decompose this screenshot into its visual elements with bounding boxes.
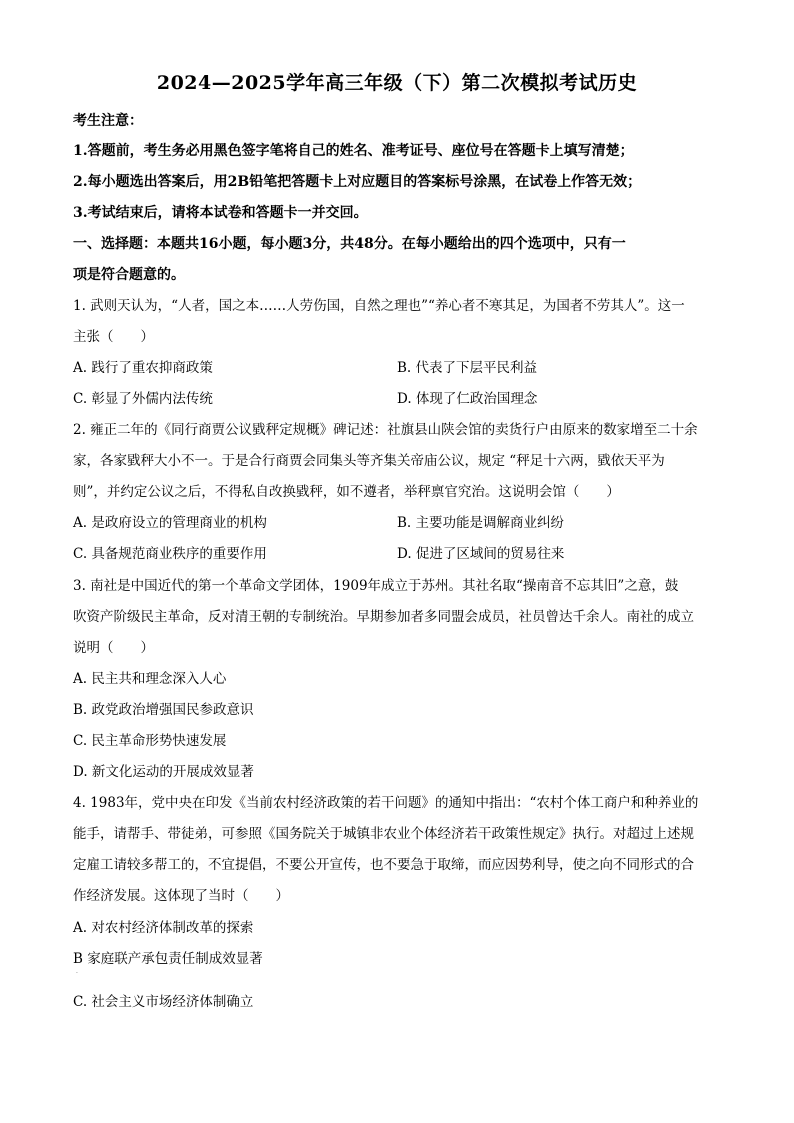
question-4-option-a[interactable]: A. 对农村经济体制改革的探索 [73, 920, 254, 936]
notice-item: 1.答题前，考生务必用黑色签字笔将自己的姓名、准考证号、座位号在答题卡上填写清楚； [73, 143, 634, 159]
question-2-option-d[interactable]: D. 促进了区域间的贸易往来 [397, 546, 565, 562]
page-title: 2024—2025学年高三年级（下）第二次模拟考试历史 [156, 72, 638, 94]
question-4-stem: 能手，请帮手、带徒弟，可参照《国务院关于城镇非农业个体经济若干政策性规定》执行。对超过上述规 [73, 826, 694, 842]
question-4-stem: 4. 1983年，党中央在印发《当前农村经济政策的若干问题》的通知中指出：“农村个体工商户和种养业的 [73, 795, 699, 811]
question-4-option-b[interactable]: B 家庭联产承包责任制成效显著 [73, 951, 263, 967]
stray-dot: · [76, 970, 78, 977]
question-1-option-d[interactable]: D. 体现了仁政治国理念 [397, 391, 538, 407]
notice-item: 3.考试结束后，请将本试卷和答题卡一并交回。 [73, 205, 368, 221]
notice-item: 2.每小题选出答案后，用2B铅笔把答题卡上对应题目的答案标号涂黑，在试卷上作答无效； [73, 174, 642, 190]
question-4-option-c[interactable]: C. 社会主义市场经济体制确立 [73, 994, 254, 1010]
question-2-option-c[interactable]: C. 具备规范商业秩序的重要作用 [73, 546, 267, 562]
question-3-option-d[interactable]: D. 新文化运动的开展成效显著 [73, 764, 254, 780]
question-2-option-b[interactable]: B. 主要功能是调解商业纠纷 [397, 515, 565, 531]
question-3-stem: 说明（ ） [73, 640, 154, 656]
question-3-stem: 吹资产阶级民主革命，反对清王朝的专制统治。早期参加者多同盟会成员，社员曾达千余人。南社的成立 [73, 609, 694, 625]
notice-heading: 考生注意： [73, 113, 143, 129]
question-2-stem: 家，各家戥秤大小不一。于是合行商贾会同集头等齐集关帝庙公议，规定 “秤足十六两，戥依天平为 [73, 453, 665, 469]
question-3-option-b[interactable]: B. 政党政治增强国民参政意识 [73, 702, 254, 718]
question-1-option-a[interactable]: A. 践行了重农抑商政策 [73, 360, 213, 376]
question-2-stem: 2. 雍正二年的《同行商贾公议戥秤定规概》碑记述：社旗县山陕会馆的卖货行户由原来的数家增至二十余 [73, 422, 698, 438]
question-3-option-a[interactable]: A. 民主共和理念深入人心 [73, 671, 227, 687]
section-heading-cont: 项是符合题意的。 [73, 267, 185, 283]
question-3-option-c[interactable]: C. 民主革命形势快速发展 [73, 733, 227, 749]
question-1-option-c[interactable]: C. 彰显了外儒内法传统 [73, 391, 213, 407]
question-1-option-b[interactable]: B. 代表了下层平民利益 [397, 360, 538, 376]
question-2-option-a[interactable]: A. 是政府设立的管理商业的机构 [73, 515, 267, 531]
question-3-stem: 3. 南社是中国近代的第一个革命文学团体，1909年成立于苏州。其社名取“操南音不忘其旧”之意，鼓 [73, 578, 679, 594]
question-4-stem: 作经济发展。这体现了当时（ ） [73, 888, 289, 904]
section-heading: 一、选择题：本题共16小题，每小题3分，共48分。在每小题给出的四个选项中，只有一 [73, 236, 626, 252]
question-4-stem: 定雇工请较多帮工的，不宜提倡，不要公开宣传，也不要急于取缔，而应因势利导，使之向不同形式的合 [73, 857, 694, 873]
question-1-stem: 1. 武则天认为，“人者，国之本……人劳伤国，自然之理也”“养心者不寒其足，为国者不劳其人”。这一 [73, 298, 685, 314]
question-2-stem: 则”，并约定公议之后，不得私自改换戥秤，如不遵者，举秤禀官究治。这说明会馆（ ） [73, 484, 620, 500]
question-1-stem: 主张（ ） [73, 329, 154, 345]
